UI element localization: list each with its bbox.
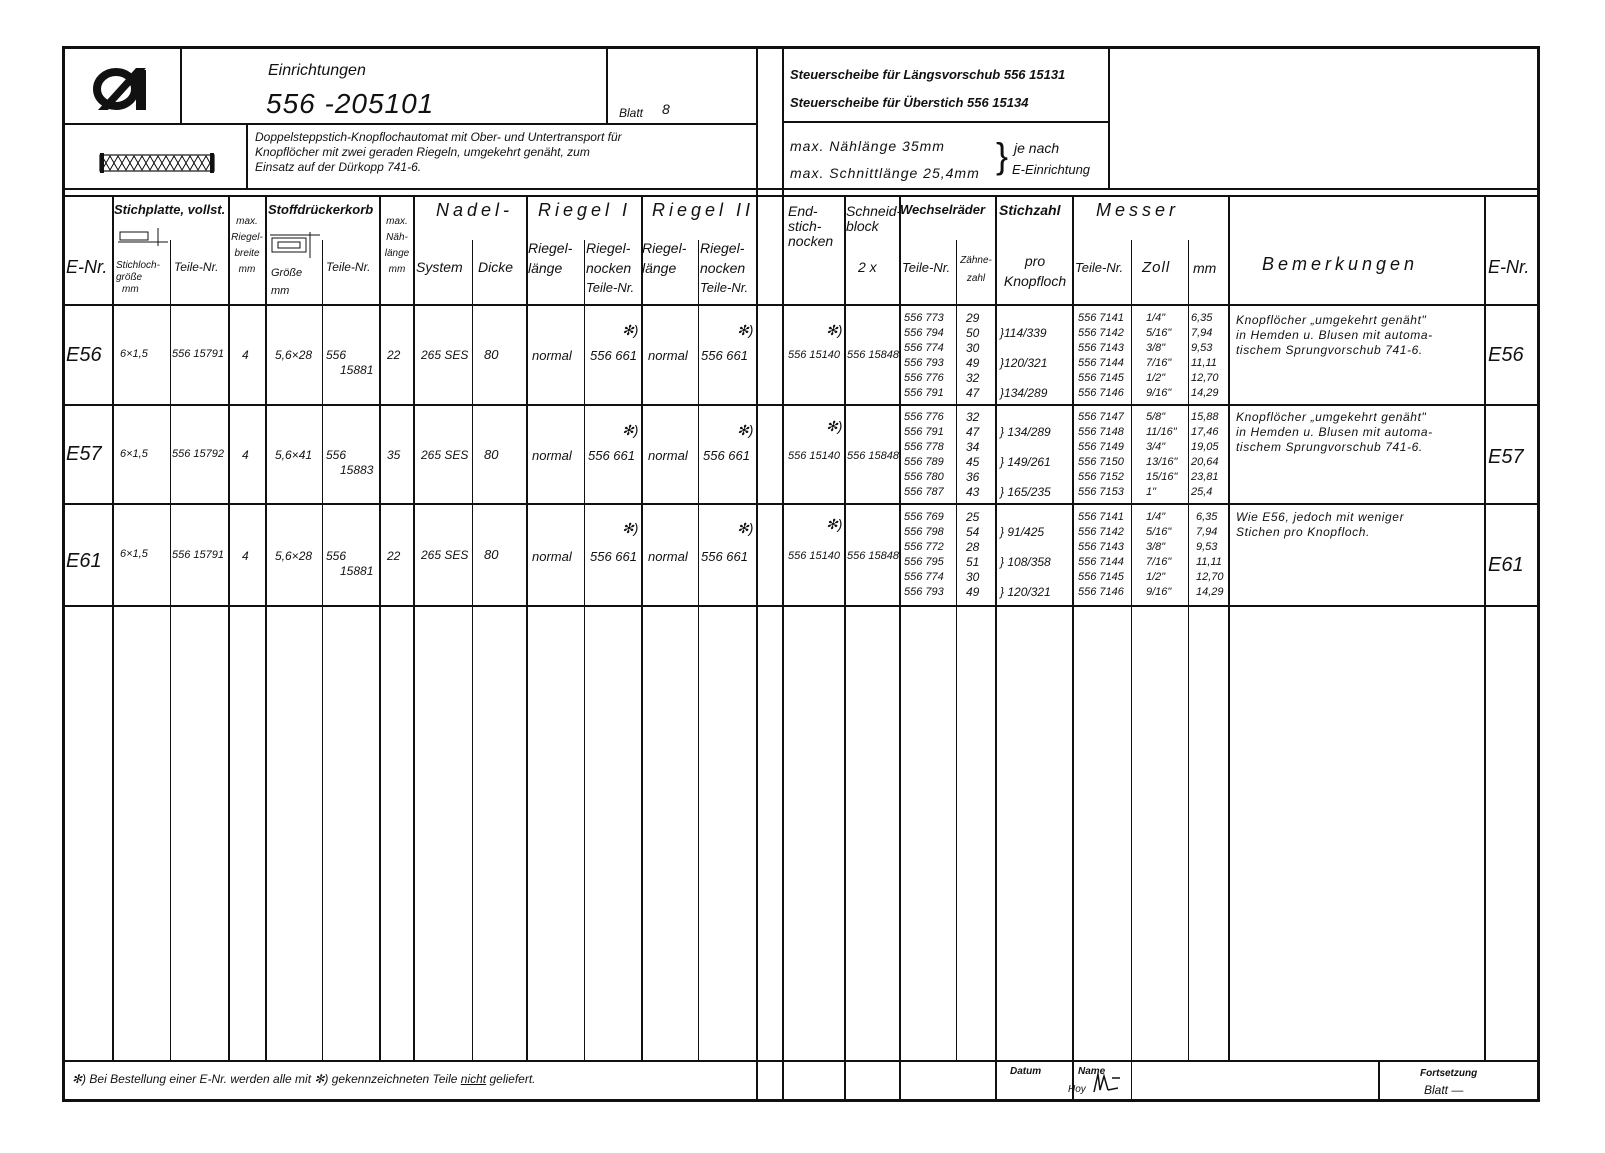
cell-text: } 165/235 xyxy=(1000,485,1051,499)
cell-wechsel xyxy=(904,410,944,500)
cell-enr: E61 xyxy=(66,550,102,572)
steuerscheibe-ueberstich: Steuerscheibe für Überstich 556 15134 xyxy=(790,95,1029,110)
cell-stichplatte-nr: 556 15791 xyxy=(172,348,224,360)
cell-zoll xyxy=(1146,510,1171,600)
cell-text: } 120/321 xyxy=(1000,585,1051,599)
cell-text: 9/16" xyxy=(1146,586,1172,598)
logo-mark-icon xyxy=(92,66,152,112)
header-stichzahl: Stichzahl xyxy=(999,202,1061,218)
cell-text: 43 xyxy=(966,485,980,499)
header-text: Näh- xyxy=(386,232,408,243)
cell-dicke: 80 xyxy=(484,447,499,462)
cell-text: 3/8" xyxy=(1146,342,1166,354)
cell-text: 49 xyxy=(966,585,980,599)
cell-enr: E57 xyxy=(66,443,102,465)
cell-text: in Hemden u. Blusen mit automa- xyxy=(1236,425,1433,439)
cell-text: 556 787 xyxy=(904,486,944,498)
header-text: Riegel- xyxy=(642,240,687,256)
header-max-riegelbreite xyxy=(229,214,265,278)
cell-r1-mark: ✻) xyxy=(622,520,639,536)
cell-text: 556 7143 xyxy=(1078,342,1124,354)
cell-text: 34 xyxy=(966,440,980,454)
cell-text: 556 7153 xyxy=(1078,486,1124,498)
blatt-value: 8 xyxy=(662,101,670,117)
e-einrichtung: E-Einrichtung xyxy=(1012,162,1091,177)
header-r1-laenge xyxy=(528,238,572,278)
cell-text: 15883 xyxy=(340,463,374,477)
description-line: Doppelsteppstich-Knopflochautomat mit Ober- und Untertransport für xyxy=(255,130,622,144)
buttonhole-sketch xyxy=(98,150,218,181)
cell-r2-mark: ✻) xyxy=(737,520,754,536)
cell-text: 32 xyxy=(966,410,980,424)
header-text: länge xyxy=(642,260,677,276)
header-dicke: Dicke xyxy=(478,259,514,275)
header-text: größe xyxy=(116,272,143,283)
cell-text: 3/8" xyxy=(1146,541,1166,553)
cell-r1-nr: 556 661 xyxy=(590,549,637,564)
cell-text: 556 795 xyxy=(904,556,944,568)
footnote-underlined: nicht xyxy=(460,1072,487,1086)
header-text: stich- xyxy=(788,218,822,234)
header-2x: 2 x xyxy=(858,259,877,275)
header-r1-nocken xyxy=(586,238,634,298)
max-naehlaenge: max. Nählänge 35mm xyxy=(790,138,945,154)
cell-enr-right: E57 xyxy=(1488,446,1524,468)
cell-text: 3/4" xyxy=(1146,441,1166,453)
header-messer-teile-nr: Teile-Nr. xyxy=(1075,260,1124,275)
cell-text: 91/425 xyxy=(1007,525,1045,539)
cell-naehlaenge: 35 xyxy=(387,448,401,462)
header-stichplatte: Stichplatte, vollst. xyxy=(114,202,226,217)
cell-korb-nr xyxy=(326,549,373,579)
cell-text: tischem Sprungvorschub 741-6. xyxy=(1236,440,1423,454)
cell-text: 15/16" xyxy=(1146,471,1178,483)
cell-text: 20,64 xyxy=(1191,456,1219,468)
cell-text: 1" xyxy=(1146,486,1157,498)
cell-text: }114/339 xyxy=(1000,326,1047,340)
cell-text: 556 7142 xyxy=(1078,526,1124,538)
company-logo xyxy=(92,66,152,117)
cell-r1-nr: 556 661 xyxy=(590,348,637,363)
cell-text: 556 7149 xyxy=(1078,441,1124,453)
cell-text: 114/339 xyxy=(1004,326,1047,340)
header-korb-teile-nr: Teile-Nr. xyxy=(326,260,371,274)
header-schneidblock xyxy=(846,204,901,234)
header-text: Schneid- xyxy=(846,203,902,219)
cell-zoll xyxy=(1146,311,1171,401)
header-r2-nocken xyxy=(700,238,748,298)
cell-zaehne xyxy=(966,311,979,401)
header-text: End- xyxy=(788,203,818,219)
cell-text: } 134/289 xyxy=(1000,425,1051,439)
cell-text: 556 798 xyxy=(904,526,944,538)
header-text: Riegel- xyxy=(700,240,745,256)
cell-messer-nr xyxy=(1078,510,1124,600)
cell-text: 15881 xyxy=(340,363,374,377)
drawing-number: 556 -205101 xyxy=(266,88,435,119)
header-text: Teile-Nr. xyxy=(700,280,749,295)
cell-text: 9/16" xyxy=(1146,387,1172,399)
header-groesse xyxy=(271,264,302,300)
footnote-text: ✻) Bei Bestellung einer E-Nr. werden alle mit ✻) gekennzeichneten Teile xyxy=(72,1072,458,1086)
cell-text: 556 xyxy=(326,348,347,362)
cell-stichloch: 6×1,5 xyxy=(120,548,148,560)
header-text: pro xyxy=(1024,253,1046,269)
header-riegel1: Riegel I xyxy=(538,200,632,220)
cell-enr-right: E61 xyxy=(1488,554,1524,576)
header-text: Stichloch- xyxy=(116,260,160,271)
cell-text: 556 774 xyxy=(904,342,944,354)
cell-text: 1/4" xyxy=(1146,312,1166,324)
cell-naehlaenge: 22 xyxy=(387,549,401,563)
cell-r1-mark: ✻) xyxy=(622,422,639,438)
footnote xyxy=(72,1072,536,1086)
header-riegel2: Riegel II xyxy=(652,200,755,220)
max-schnittlaenge: max. Schnittlänge 25,4mm xyxy=(790,165,980,181)
header-text: max. xyxy=(386,216,408,227)
cell-endstich: 556 15140 xyxy=(788,550,840,562)
header-text: Größe xyxy=(271,267,303,279)
heading: Einrichtungen xyxy=(268,62,366,79)
header-pro-knopfloch xyxy=(997,251,1073,291)
cell-text: 19,05 xyxy=(1191,441,1219,453)
cell-text: 556 7142 xyxy=(1078,327,1124,339)
cell-end-mark: ✻) xyxy=(826,418,843,434)
cell-text: 556 7148 xyxy=(1078,426,1124,438)
cell-groesse: 5,6×41 xyxy=(275,448,313,462)
cell-system: 265 SES xyxy=(421,548,469,562)
header-text: Teile-Nr. xyxy=(586,280,635,295)
cell-text: 556 7146 xyxy=(1078,387,1124,399)
fortsetzung-label: Fortsetzung xyxy=(1420,1068,1478,1079)
cell-text: 11/16" xyxy=(1146,426,1177,438)
cell-text: 5/8" xyxy=(1146,411,1166,423)
je-nach: je nach xyxy=(1014,140,1060,156)
cell-text: 17,46 xyxy=(1191,426,1219,438)
header-bemerkungen: Bemerkungen xyxy=(1262,254,1419,274)
header-teile-nr: Teile-Nr. xyxy=(174,260,219,274)
cell-text: 556 7146 xyxy=(1078,586,1124,598)
cell-riegelbreite: 4 xyxy=(242,348,249,362)
cell-r1-laenge: normal xyxy=(532,348,572,363)
cell-stichloch: 6×1,5 xyxy=(120,348,148,360)
description xyxy=(255,130,622,175)
cell-stichzahl xyxy=(1000,417,1051,507)
cell-system: 265 SES xyxy=(421,348,469,362)
description-line: Knopflöcher mit zwei geraden Riegeln, umgekehrt genäht, zum xyxy=(255,145,590,159)
buttonhole-icon xyxy=(98,150,218,176)
header-enr-left: E-Nr. xyxy=(66,257,108,277)
cell-dicke: 80 xyxy=(484,347,499,362)
header-text: Zähne- xyxy=(960,255,992,266)
cell-text: 556 793 xyxy=(904,586,944,598)
cell-endstich: 556 15140 xyxy=(788,450,840,462)
cell-text: 120/321 xyxy=(1004,356,1048,370)
cell-text: 556 7144 xyxy=(1078,357,1124,369)
signature-icon xyxy=(1088,1070,1122,1101)
header-stichloch xyxy=(116,260,160,296)
cell-text: 12,70 xyxy=(1196,571,1224,583)
cell-text: 47 xyxy=(966,425,980,439)
cell-text: 149/261 xyxy=(1007,455,1051,469)
cell-text: Knopflöcher „umgekehrt genäht" xyxy=(1236,313,1427,327)
cell-wechsel xyxy=(904,311,944,401)
cell-text: 6,35 xyxy=(1191,312,1213,324)
header-system: System xyxy=(416,259,463,275)
cell-text: 556 7150 xyxy=(1078,456,1124,468)
cell-wechsel xyxy=(904,510,944,600)
name-label: Name xyxy=(1078,1066,1106,1077)
cell-text: 556 791 xyxy=(904,387,944,399)
cell-text: 108/358 xyxy=(1007,555,1051,569)
cell-korb-nr xyxy=(326,348,373,378)
blatt-continuation: Blatt — xyxy=(1424,1083,1464,1097)
cell-end-mark: ✻) xyxy=(826,322,843,338)
cell-text: 25,4 xyxy=(1191,486,1213,498)
cell-text: } 149/261 xyxy=(1000,455,1051,469)
cell-text: 556 794 xyxy=(904,327,944,339)
cell-text: 30 xyxy=(966,341,980,355)
cell-text: 556 776 xyxy=(904,372,944,384)
cell-enr: E56 xyxy=(66,344,102,366)
cell-riegelbreite: 4 xyxy=(242,549,249,563)
blatt-label: Blatt xyxy=(619,106,644,120)
cell-mm xyxy=(1191,410,1219,500)
cell-zaehne xyxy=(966,510,979,600)
cell-text: 15881 xyxy=(340,564,374,578)
cell-text: 556 791 xyxy=(904,426,944,438)
cell-text: 556 7143 xyxy=(1078,541,1124,553)
cell-text: tischem Sprungvorschub 741-6. xyxy=(1236,343,1423,357)
datum-label: Datum xyxy=(1010,1066,1042,1077)
cell-riegelbreite: 4 xyxy=(242,448,249,462)
header-text: Riegel- xyxy=(231,232,263,243)
header-endstichnocken xyxy=(788,204,833,249)
cell-schneid: 556 15848 xyxy=(847,550,899,562)
cell-r1-laenge: normal xyxy=(532,549,572,564)
header-text: mm xyxy=(238,264,256,275)
cell-text: 556 774 xyxy=(904,571,944,583)
cell-stichplatte-nr: 556 15791 xyxy=(172,549,224,561)
cell-text: 54 xyxy=(966,525,980,539)
footnote-text: geliefert. xyxy=(489,1072,536,1086)
cell-text: 30 xyxy=(966,570,980,584)
cell-text: 11,11 xyxy=(1191,357,1217,369)
cell-text: 1/4" xyxy=(1146,511,1166,523)
cell-text: 6,35 xyxy=(1196,511,1218,523)
cell-messer-nr xyxy=(1078,410,1124,500)
cell-text: 7,94 xyxy=(1191,327,1213,339)
header-text: mm xyxy=(271,285,290,297)
cell-text: 14,29 xyxy=(1191,387,1219,399)
cell-text: 556 xyxy=(326,549,347,563)
cell-bemerkung xyxy=(1236,410,1433,455)
cell-stichloch: 6×1,5 xyxy=(120,448,148,460)
cell-mm xyxy=(1196,510,1224,600)
cell-text: 7,94 xyxy=(1196,526,1218,538)
cell-r1-mark: ✻) xyxy=(622,322,639,338)
cell-r2-laenge: normal xyxy=(648,448,688,463)
header-text: block xyxy=(846,218,879,234)
cell-text: 47 xyxy=(966,386,980,400)
cell-text: 556 773 xyxy=(904,312,944,324)
cell-text: }134/289 xyxy=(1000,386,1048,400)
header-text: länge xyxy=(528,260,563,276)
cell-r2-mark: ✻) xyxy=(737,422,754,438)
cell-bemerkung xyxy=(1236,510,1404,540)
header-zoll: Zoll xyxy=(1142,259,1171,276)
cell-r1-laenge: normal xyxy=(532,448,572,463)
cell-naehlaenge: 22 xyxy=(387,348,401,362)
cell-text: 556 xyxy=(326,448,347,462)
header-text: mm xyxy=(388,264,406,275)
cell-text: 556 7145 xyxy=(1078,372,1124,384)
header-mm: mm xyxy=(1193,260,1217,276)
korb-sketch-icon xyxy=(270,232,324,263)
cell-text: 556 7152 xyxy=(1078,471,1124,483)
cell-text: 165/235 xyxy=(1007,485,1051,499)
cell-text: Wie E56, jedoch mit weniger xyxy=(1236,510,1405,524)
cell-text: 556 789 xyxy=(904,456,944,468)
cell-text: 556 780 xyxy=(904,471,944,483)
cell-bemerkung xyxy=(1236,313,1433,358)
cell-r1-nr: 556 661 xyxy=(588,448,635,463)
cell-r2-laenge: normal xyxy=(648,348,688,363)
cell-text: 12,70 xyxy=(1191,372,1219,384)
cell-text: }120/321 xyxy=(1000,356,1048,370)
cell-text: 14,29 xyxy=(1196,586,1224,598)
cell-mm xyxy=(1191,311,1219,401)
header-text: länge xyxy=(384,248,410,259)
cell-text: 29 xyxy=(966,311,980,325)
cell-r2-mark: ✻) xyxy=(737,322,754,338)
stichplatte-sketch-icon xyxy=(118,226,170,251)
cell-stichzahl xyxy=(1000,318,1047,408)
cell-text: 556 7141 xyxy=(1078,312,1124,324)
cell-text: 556 7144 xyxy=(1078,556,1124,568)
header-enr-right: E-Nr. xyxy=(1488,257,1530,277)
cell-groesse: 5,6×28 xyxy=(275,549,313,563)
cell-messer-nr xyxy=(1078,311,1124,401)
cell-text: 120/321 xyxy=(1007,585,1051,599)
cell-text: 134/289 xyxy=(1007,425,1051,439)
header-text: max. xyxy=(236,216,258,227)
cell-r2-nr: 556 661 xyxy=(701,549,748,564)
description-line: Einsatz auf der Dürkopp 741-6. xyxy=(255,160,422,174)
header-wechselraeder: Wechselräder xyxy=(900,202,986,217)
header-text: nocken xyxy=(586,260,632,276)
cell-text: 556 776 xyxy=(904,411,944,423)
cell-enr-right: E56 xyxy=(1488,344,1524,366)
cell-text: 49 xyxy=(966,356,980,370)
cell-text: 5/16" xyxy=(1146,526,1172,538)
header-text: nocken xyxy=(788,233,834,249)
header-text: mm xyxy=(122,284,139,295)
cell-zoll xyxy=(1146,410,1177,500)
cell-text: 556 7141 xyxy=(1078,511,1124,523)
cell-text: 556 7147 xyxy=(1078,411,1124,423)
cell-schneid: 556 15848 xyxy=(847,450,899,462)
header-zaehnezahl xyxy=(957,252,995,288)
cell-text: 25 xyxy=(966,510,980,524)
cell-text: 51 xyxy=(966,555,980,569)
cell-text: 28 xyxy=(966,540,980,554)
cell-text: 556 769 xyxy=(904,511,944,523)
cell-r2-nr: 556 661 xyxy=(703,448,750,463)
cell-korb-nr xyxy=(326,448,373,478)
cell-text: 50 xyxy=(966,326,980,340)
cell-text: 45 xyxy=(966,455,980,469)
name-value: Hoy xyxy=(1068,1084,1086,1095)
cell-text: 556 793 xyxy=(904,357,944,369)
cell-text: 36 xyxy=(966,470,980,484)
cell-text: 23,81 xyxy=(1191,471,1219,483)
header-wechsel-teile-nr: Teile-Nr. xyxy=(902,260,951,275)
cell-text: 1/2" xyxy=(1146,571,1166,583)
steuerscheibe-laengs: Steuerscheibe für Längsvorschub 556 15131 xyxy=(790,67,1066,82)
cell-text: 9,53 xyxy=(1191,342,1213,354)
header-text: Knopfloch xyxy=(1003,273,1067,289)
header-text: Riegel- xyxy=(586,240,631,256)
cell-r2-laenge: normal xyxy=(648,549,688,564)
header-text: Riegel- xyxy=(528,240,573,256)
cell-groesse: 5,6×28 xyxy=(275,348,313,362)
cell-text: 32 xyxy=(966,371,980,385)
brace-icon: } xyxy=(996,135,1009,176)
header-text: zahl xyxy=(966,273,986,284)
cell-text: 13/16" xyxy=(1146,456,1178,468)
cell-text: 556 778 xyxy=(904,441,944,453)
cell-text: 556 7145 xyxy=(1078,571,1124,583)
cell-text: 1/2" xyxy=(1146,372,1166,384)
cell-text: 7/16" xyxy=(1146,357,1172,369)
cell-system: 265 SES xyxy=(421,448,469,462)
cell-end-mark: ✻) xyxy=(826,516,843,532)
cell-schneid: 556 15848 xyxy=(847,349,899,361)
header-r2-laenge xyxy=(642,238,686,278)
header-stoffdrueckerkorb: Stoffdrückerkorb xyxy=(268,202,374,217)
cell-endstich: 556 15140 xyxy=(788,349,840,361)
cell-zaehne xyxy=(966,410,979,500)
cell-text: 15,88 xyxy=(1191,411,1219,423)
cell-text: 9,53 xyxy=(1196,541,1218,553)
cell-text: 11,11 xyxy=(1196,556,1222,568)
cell-stichzahl xyxy=(1000,517,1051,607)
cell-dicke: 80 xyxy=(484,547,499,562)
cell-stichplatte-nr: 556 15792 xyxy=(172,448,224,460)
cell-text: 134/289 xyxy=(1004,386,1048,400)
cell-text: } 91/425 xyxy=(1000,525,1045,539)
header-nadel: Nadel- xyxy=(436,200,514,220)
cell-text: 5/16" xyxy=(1146,327,1172,339)
cell-text: 556 772 xyxy=(904,541,944,553)
header-max-naehlaenge xyxy=(381,214,413,278)
cell-text: Knopflöcher „umgekehrt genäht" xyxy=(1236,410,1427,424)
header-messer: Messer xyxy=(1096,200,1180,220)
cell-text: 7/16" xyxy=(1146,556,1172,568)
cell-text: } 108/358 xyxy=(1000,555,1051,569)
header-text: nocken xyxy=(700,260,746,276)
header-text: breite xyxy=(234,248,260,259)
cell-text: in Hemden u. Blusen mit automa- xyxy=(1236,328,1433,342)
cell-text: Stichen pro Knopfloch. xyxy=(1236,525,1370,539)
cell-r2-nr: 556 661 xyxy=(701,348,748,363)
